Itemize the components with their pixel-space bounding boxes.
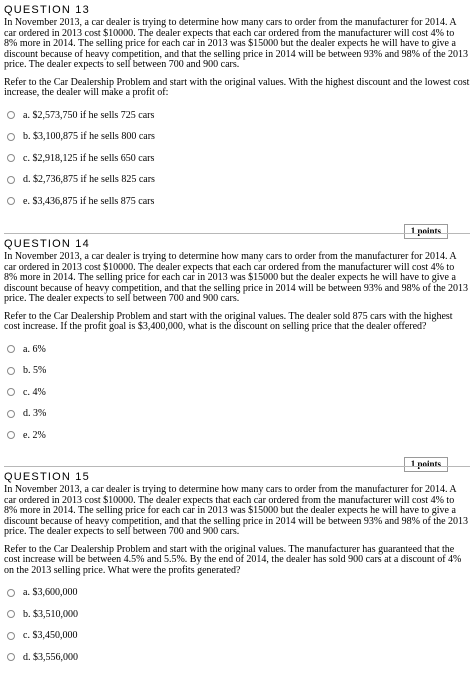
radio-button[interactable]	[7, 367, 15, 375]
radio-button[interactable]	[7, 410, 15, 418]
answer-options	[4, 105, 470, 213]
option-label: d. $2,736,875 if he sells 825 cars	[23, 174, 155, 186]
question-title: QUESTION 15	[4, 471, 90, 483]
question-title: QUESTION 14	[4, 238, 90, 250]
question-prompt: Refer to the Car Dealership Problem and start with the original values. With the highest discount and the lowest cost increase, the dealer will make a profit of:	[4, 76, 470, 98]
answer-options	[4, 582, 470, 668]
option-label: e. $3,436,875 if he sells 875 cars	[23, 195, 155, 207]
radio-button[interactable]	[7, 176, 15, 184]
problem-text: In November 2013, a car dealer is trying to determine how many cars to order from the manufacturer for 2014. A car ordered in 2013 cost $10000. The dealer expects that each car ordered from the manufacturer will cost 4% to 8% more in 2014. The selling price for each car in 2013 was $15000 but the dealer expects he will have to give a discount because of heavy competition, and that the selling price in 2014 will be between 93% and 98% of the 2013 price. The dealer expects to sell between 700 and 900 cars.	[4, 484, 469, 537]
points-row	[404, 454, 448, 472]
option-label: b. 5%	[23, 365, 47, 377]
problem-text: In November 2013, a car dealer is trying to determine how many cars to order from the manufacturer for 2014. A car ordered in 2013 cost $10000. The dealer expects that each car ordered from the manufacturer will cost 4% to 8% more in 2014. The selling price for each car in 2013 was $15000 but the dealer expects he will have to give a discount because of heavy competition, and that the selling price in 2014 will be between 93% and 98% of the 2013 price. The dealer expects to sell between 700 and 900 cars.	[4, 251, 469, 304]
option-label: a. 6%	[23, 343, 46, 355]
option-e[interactable]	[4, 425, 470, 447]
radio-button[interactable]	[7, 154, 15, 162]
option-label: c. $2,918,125 if he sells 650 cars	[23, 152, 155, 164]
points-row	[404, 221, 448, 239]
question-15	[4, 471, 470, 668]
option-label: c. 4%	[23, 386, 46, 398]
option-label: e. 2%	[23, 429, 46, 441]
question-13	[4, 4, 470, 212]
option-label: d. $3,556,000	[23, 651, 78, 663]
problem-text: In November 2013, a car dealer is trying to determine how many cars to order from the manufacturer for 2014. A car ordered in 2013 cost $10000. The dealer expects that each car ordered from the manufacturer will cost 4% to 8% more in 2014. The selling price for each car in 2013 was $15000 but the dealer expects he will have to give a discount because of heavy competition, and that the selling price in 2014 will be between 93% and 98% of the 2013 price. The dealer expects to sell between 700 and 900 cars.	[4, 17, 469, 70]
radio-button[interactable]	[7, 610, 15, 618]
radio-button[interactable]	[7, 431, 15, 439]
option-label: b. $3,100,875 if he sells 800 cars	[23, 131, 155, 143]
option-c[interactable]	[4, 148, 470, 170]
radio-button[interactable]	[7, 197, 15, 205]
option-label: b. $3,510,000	[23, 608, 78, 620]
option-d[interactable]	[4, 169, 470, 191]
option-label: c. $3,450,000	[23, 630, 78, 642]
option-a[interactable]	[4, 582, 470, 604]
option-c[interactable]	[4, 625, 470, 647]
question-title: QUESTION 13	[4, 4, 90, 16]
radio-button[interactable]	[7, 133, 15, 141]
option-b[interactable]	[4, 126, 470, 148]
question-14	[4, 238, 470, 446]
option-b[interactable]	[4, 604, 470, 626]
divider	[4, 466, 470, 467]
points-badge: 1 points	[404, 224, 448, 239]
radio-button[interactable]	[7, 632, 15, 640]
option-b[interactable]	[4, 360, 470, 382]
radio-button[interactable]	[7, 653, 15, 661]
option-d[interactable]	[4, 647, 470, 669]
option-label: d. 3%	[23, 408, 47, 420]
option-e[interactable]	[4, 191, 470, 213]
option-label: a. $2,573,750 if he sells 725 cars	[23, 109, 155, 121]
option-a[interactable]	[4, 339, 470, 361]
radio-button[interactable]	[7, 345, 15, 353]
radio-button[interactable]	[7, 388, 15, 396]
option-label: a. $3,600,000	[23, 587, 78, 599]
radio-button[interactable]	[7, 589, 15, 597]
answer-options	[4, 339, 470, 447]
divider	[4, 233, 470, 234]
option-d[interactable]	[4, 403, 470, 425]
option-a[interactable]	[4, 105, 470, 127]
radio-button[interactable]	[7, 111, 15, 119]
option-c[interactable]	[4, 382, 470, 404]
question-prompt: Refer to the Car Dealership Problem and start with the original values. The manufacturer has guaranteed that the cost increase will be between 4.5% and 5.5%. By the end of 2014, the dealer has sold 900 cars at a discount of 4% on the 2013 selling price. What were the profits generated?	[4, 543, 462, 576]
points-badge: 1 points	[404, 457, 448, 472]
question-prompt: Refer to the Car Dealership Problem and start with the original values. The dealer sold 875 cars with the highest cost increase. If the profit goal is $3,400,000, what is the discount on selling price that the dealer offered?	[4, 310, 453, 332]
